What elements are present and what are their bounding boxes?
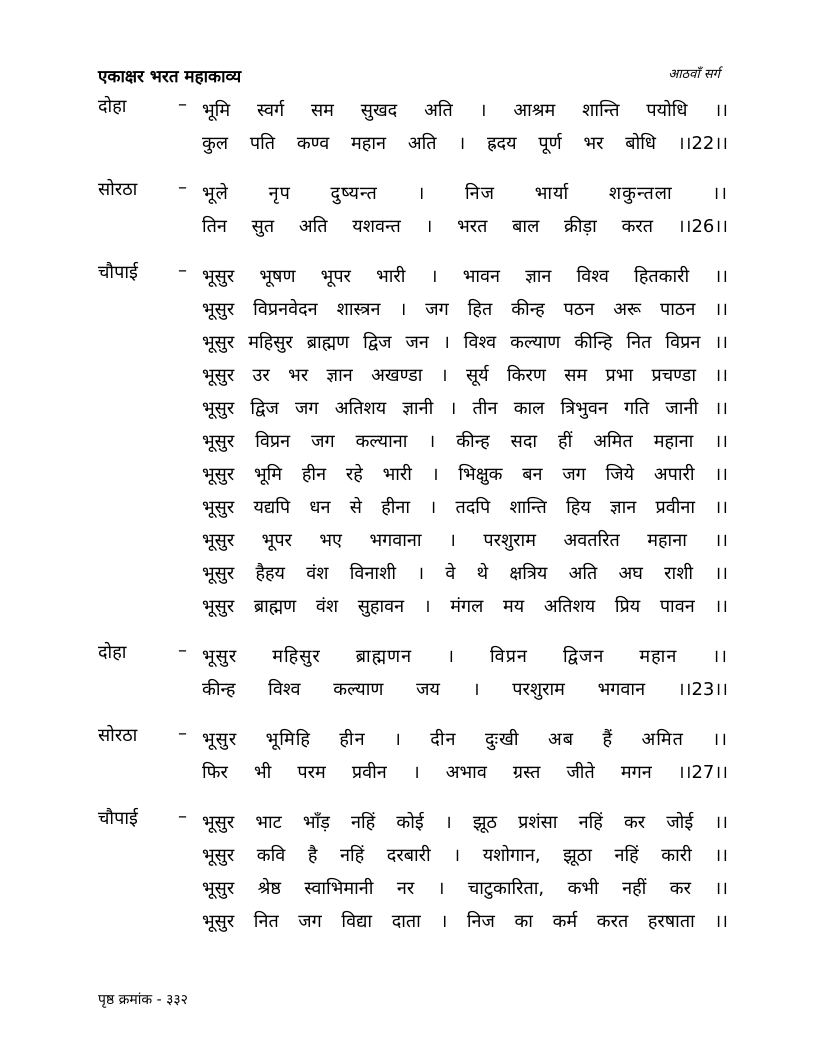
page-number: पृष्ठ क्रमांक - ३३२ (98, 992, 188, 1008)
verse-type-label: दोहा (98, 96, 127, 117)
verse-content (98, 94, 728, 938)
verse-section-sortha-1 (98, 177, 728, 243)
verse-line: भूसुर भूषण भूपर भारी । भावन ज्ञान विश्व हितकारी ।। (202, 266, 728, 287)
verse-type-label: सोरठा (98, 179, 138, 200)
verse-line: फिर भी परम प्रवीन । अभाव ग्रस्त जीते मगन ।।27।। (202, 762, 728, 783)
verse-line: भूसुर विप्रन जग कल्याना । कीन्ह सदा हीं अमित महाना ।। (202, 431, 728, 452)
verse-line: भूसुर हैहय वंश विनाशी । वे थे क्षत्रिय अति अघ राशी ।। (202, 563, 728, 584)
verse-line: भूसुर कवि है नहिं दरबारी । यशोगान, झूठा नहिं कारी ।। (202, 845, 728, 866)
verse-line: कीन्ह विश्व कल्याण जय । परशुराम भगवान ।।23।। (202, 679, 728, 700)
verse-type-label: चौपाई (98, 808, 138, 829)
verse-line: भूसुर श्रेष्ठ स्वाभिमानी नर । चाटुकारिता, कभी नहीं कर ।। (202, 878, 728, 899)
verse-dash: – (178, 806, 187, 827)
verse-dash: – (178, 640, 187, 661)
verse-line: भूसुर महिसुर ब्राह्मणन । विप्रन द्विजन महान ।। (202, 646, 728, 667)
verse-dash: – (178, 177, 187, 198)
verse-line: कुल पति कण्व महान अति । ह्रदय पूर्ण भर बोधि ।।22।। (202, 133, 728, 154)
verse-section-chaupai-1 (98, 260, 728, 623)
verse-line: भूसुर भूमि हीन रहे भारी । भिक्षुक बन जग जिये अपारी ।। (202, 464, 728, 485)
verse-line: भूसुर उर भर ज्ञान अखण्डा । सूर्य किरण सम प्रभा प्रचण्डा ।। (202, 365, 728, 386)
verse-line: भूसुर भूमिहि हीन । दीन दुःखी अब हैं अमित ।। (202, 729, 728, 750)
verse-section-doha-1 (98, 94, 728, 160)
verse-line: भूले नृप दुष्यन्त । निज भार्या शकुन्तला ।। (202, 183, 728, 204)
verse-line: भूमि स्वर्ग सम सुखद अति । आश्रम शान्ति पयोधि ।। (202, 100, 728, 121)
verse-dash: – (178, 723, 187, 744)
verse-type-label: सोरठा (98, 725, 138, 746)
book-title: एकाक्षर भरत महाकाव्य (98, 67, 242, 87)
verse-line: भूसुर यद्यपि धन से हीना । तदपि शान्ति हिय ज्ञान प्रवीना ।। (202, 497, 728, 518)
verse-line: भूसुर ब्राह्मण वंश सुहावन । मंगल मय अतिशय प्रिय पावन ।। (202, 596, 728, 617)
verse-line: भूसुर भूपर भए भगवाना । परशुराम अवतरित महाना ।। (202, 530, 728, 551)
verse-line: भूसुर नित जग विद्या दाता । निज का कर्म करत हरषाता ।। (202, 911, 728, 932)
verse-line: भूसुर महिसुर ब्राह्मण द्विज जन । विश्व कल्याण कीन्हि नित विप्रन ।। (202, 332, 728, 353)
verse-line: तिन सुत अति यशवन्त । भरत बाल क्रीड़ा करत ।।26।। (202, 216, 728, 237)
verse-type-label: दोहा (98, 642, 127, 663)
verse-section-doha-2 (98, 640, 728, 706)
chapter-title: आठवाँ सर्ग (668, 67, 720, 82)
verse-type-label: चौपाई (98, 262, 138, 283)
verse-section-sortha-2 (98, 723, 728, 789)
verse-dash: – (178, 260, 187, 281)
verse-line: भूसुर द्विज जग अतिशय ज्ञानी । तीन काल त्रिभुवन गति जानी ।। (202, 398, 728, 419)
verse-section-chaupai-2 (98, 806, 728, 938)
verse-line: भूसुर भाट भाँड़ नहिं कोई । झूठ प्रशंसा नहिं कर जोई ।। (202, 812, 728, 833)
verse-line: भूसुर विप्रनवेदन शास्त्रन । जग हित कीन्ह पठन अरू पाठन ।। (202, 299, 728, 320)
verse-dash: – (178, 94, 187, 115)
